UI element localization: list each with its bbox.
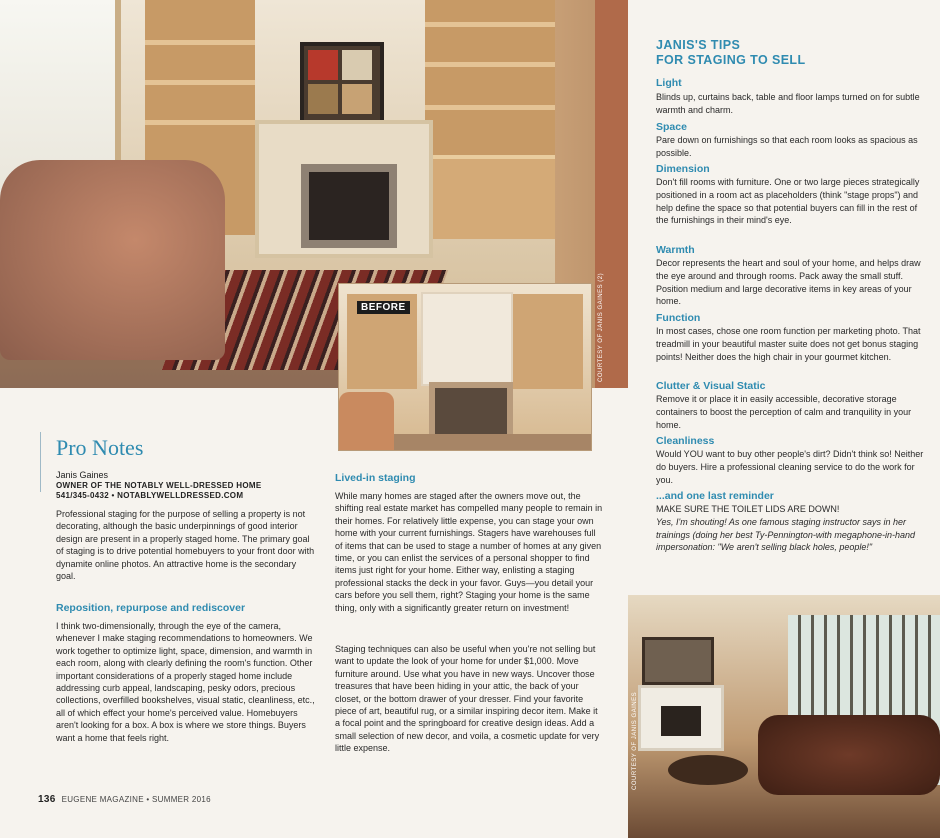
tip-body: Would YOU want to buy other people's dirt? Didn't think so! Neither do buyers. Hire a professional cleaning service to do the work for you. — [656, 449, 924, 485]
tips-title: JANIS'S TIPS FOR STAGING TO SELL — [656, 38, 806, 67]
section-body: While many homes are staged after the owners move out, the shifting real estate market has compelled many people to remain in their homes. For relatively little expense, you can stage your own home with your current furnishings. Stagers have warehouses full of items that can be used to stage a number of homes at any given time, or you can enlist the services of a personal shopper to find items just right for your home. Either way, enlisting a staging professional stacks the deck in your favor. Guys—you detail your cars before you sell them, right? Staging your home is the same thing, only with a significantly greater return on investment! — [335, 491, 603, 613]
page-footer — [38, 794, 211, 805]
section-body: Staging techniques can also be useful when you're not selling but want to update the look of your home for under $1,000. Move furniture around. Use what you have in new ways. Uncover those treasures that have been hiding in your attic, the back of your closet, or the bottom drawer of your dresser. Find your favorite piece of art, beautiful rug, or a similar inspiring decor item. Make it a focal point and the springboard for creative design ideas. Add a small selection of new decor, and voila, a cosmetic update for very little expense. — [335, 644, 600, 754]
intro-paragraph: Professional staging for the purpose of selling a property is not decorating, although the basic underpinnings of good interior design are present in a properly staged home. The primary goal of staging is to drive potential homebuyers to your front door with dynamite online photos. An attractive home is the secondary goal. — [56, 509, 315, 582]
author-name: Janis Gaines — [56, 470, 109, 480]
sofa — [0, 160, 225, 360]
tip-body: Remove it or place it in easily accessible, decorative storage containers to boost the perception of calm and tranquility in your home. — [656, 394, 912, 430]
tip-heading: Dimension — [656, 163, 710, 175]
tip-body: Pare down on furnishings so that each room looks as spacious as possible. — [656, 135, 918, 158]
tip-body: Blinds up, curtains back, table and floor lamps turned on for subtle warmth and charm. — [656, 92, 920, 115]
section-heading: Reposition, repurpose and rediscover — [56, 602, 246, 614]
last-reminder-heading: ...and one last reminder — [656, 490, 774, 502]
photo-credit-bottom: COURTESY OF JANIS GAINES — [632, 691, 638, 790]
publication-name: EUGENE MAGAZINE • SUMMER 2016 — [61, 795, 211, 804]
cabinet — [425, 155, 555, 239]
photo-credit: COURTESY OF JANIS GAINES (2) — [598, 272, 604, 382]
tip-heading: Space — [656, 121, 687, 133]
section-heading: Lived-in staging — [335, 472, 416, 484]
wall-art — [300, 42, 384, 126]
tip-body: In most cases, chose one room function per marketing photo. That treadmill in your beautiful master suite does not get bonus staging points! Neither does the high chair in your gourmet kitchen. — [656, 326, 921, 362]
tip-heading: Cleanliness — [656, 435, 715, 447]
tip-heading: Light — [656, 77, 682, 89]
tip-body: Decor represents the heart and soul of your home, and helps draw the eye around and through rooms. Pack away the small stuff. Position medium and large decorative items in key areas of your home. — [656, 258, 921, 307]
fireplace — [255, 120, 433, 258]
after-photo — [628, 595, 940, 838]
section-body: I think two-dimensionally, through the eye of the camera, whenever I make staging recommendations to homeowners. We work together to optimize light, space, dimension, and warmth in each room, along with clearly defining the room's function. Other important considerations of a properly staged home include addressing curb appeal, landscaping, pesky odors, precious collections, overfilled bookshelves, visual static, cleanliness, etc., all of which effect your home's perceived value. Homebuyers aren't looking for a box. A box is where we store things. Buyers want a home that feels right. — [56, 621, 315, 743]
tip-heading: Function — [656, 312, 701, 324]
page-number: 136 — [38, 794, 56, 805]
last-reminder-body: MAKE SURE THE TOILET LIDS ARE DOWN! Yes, I'm shouting! As one famous staging instructor says in her trainings (doing her best Ty-Pennington-with megaphone-in-hand impersonation: "We aren't selling black holes, people!" — [656, 504, 915, 553]
pro-notes-title: Pro Notes — [56, 435, 144, 460]
before-photo — [338, 283, 592, 451]
tip-body: Don't fill rooms with furniture. One or two large pieces strategically positioned in a room act as placeholders (think "stage props") and help define the space so that potential buyers can fill in the rest of the furnishings in their mind's eye. — [656, 177, 920, 226]
tip-heading: Clutter & Visual Static — [656, 380, 766, 392]
before-label: BEFORE — [357, 301, 410, 314]
author-role: OWNER OF THE NOTABLY WELL-DRESSED HOME — [56, 480, 262, 490]
tip-heading: Warmth — [656, 244, 695, 256]
author-contact: 541/345-0432 • NOTABLYWELLDRESSED.COM — [56, 491, 244, 500]
author-block — [56, 470, 261, 502]
